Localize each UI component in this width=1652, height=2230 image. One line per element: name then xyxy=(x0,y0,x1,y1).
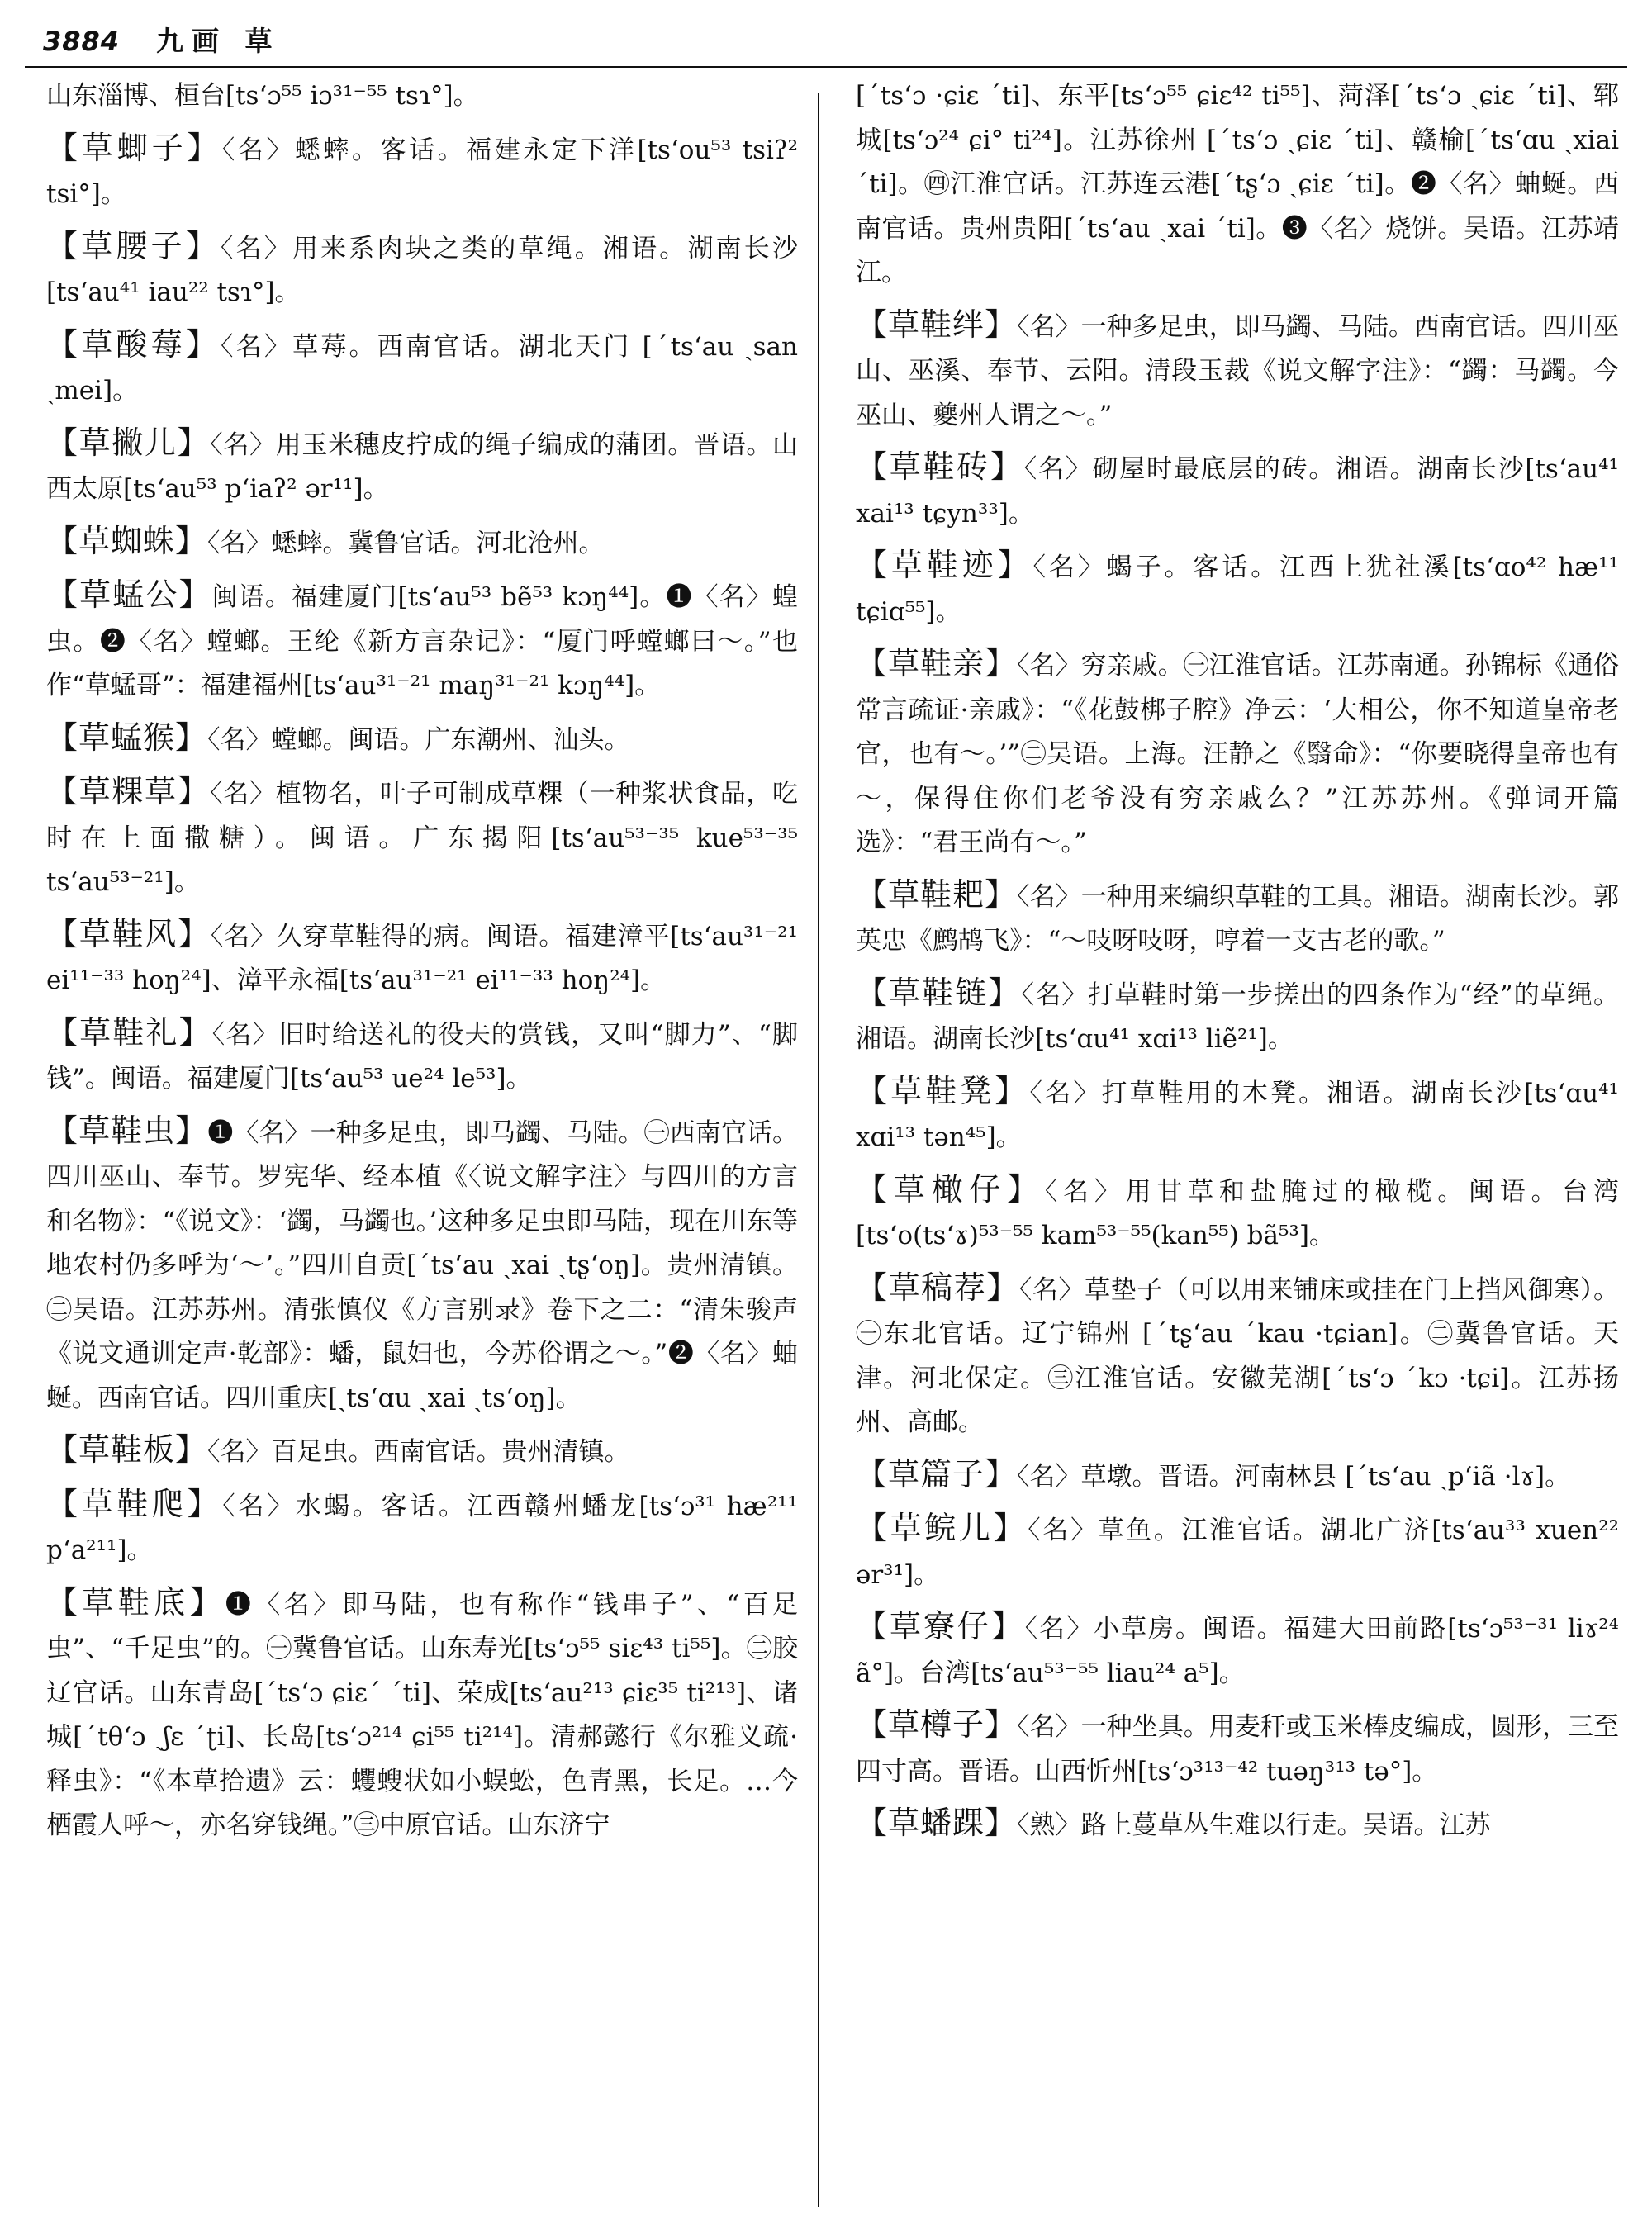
entry-headword: 【草蜘蛛】 xyxy=(46,522,208,559)
dictionary-entry xyxy=(856,1168,1619,1259)
dictionary-entry xyxy=(46,520,798,567)
entry-headword: 【草鞋爬】 xyxy=(46,1485,223,1522)
dictionary-entry xyxy=(856,1801,1619,1848)
entry-definition: 〈名〉用玉米穗皮拧成的绳子编成的蒲团。晋语。山西太原[ts‘au⁵³ p‘iaʔ² ər¹¹]。 xyxy=(46,429,798,504)
entry-headword: 【草鞋迹】 xyxy=(856,547,1033,583)
entry-headword: 【草鞋绊】 xyxy=(856,306,1018,343)
dictionary-entry xyxy=(46,1428,798,1475)
entry-headword: 【草樽子】 xyxy=(856,1706,1018,1743)
entry-definition: 闽语。福建厦门[ts‘au⁵³ bẽ⁵³ kɔŋ⁴⁴]。❶〈名〉蝗虫。❷〈名〉螳螂。王纶《新方言杂记》：“厦门呼螳螂曰～。”也作“草蜢哥”：福建福州[ts‘au³¹⁻²¹ maŋ³¹⁻²¹ kɔŋ⁴⁴]。 xyxy=(46,582,798,700)
dictionary-entry xyxy=(46,225,798,316)
dictionary-entry xyxy=(856,1070,1619,1160)
dictionary-entry xyxy=(46,1581,798,1848)
dictionary-entry xyxy=(46,1109,798,1421)
entry-definition: 〈名〉螳螂。闽语。广东潮州、汕头。 xyxy=(207,724,630,755)
dictionary-entry xyxy=(856,1266,1619,1445)
entry-definition: 〈名〉一种用来编织草鞋的工具。湘语。湖南长沙。郭英忠《鹧鸪飞》：“～吱呀吱呀，哼着一支古老的歌。” xyxy=(856,881,1619,956)
entry-headword: 【草粿草】 xyxy=(46,773,211,809)
page-number: 3884 xyxy=(43,26,121,57)
right-column xyxy=(856,74,1619,2222)
entry-headword: 【草鲩儿】 xyxy=(856,1510,1028,1546)
entry-headword: 【草蟠踝】 xyxy=(856,1805,1018,1841)
entry-definition: 〈名〉穷亲戚。㊀江淮官话。江苏南通。孙锦标《通俗常言疏证·亲戚》：“《花鼓梆子腔》净云：‘大相公，你不知道皇帝老官，也有～。’”㊁吴语。上海。汪静之《翳命》：“你要晓得皇帝也有～，保得住你们老爷没有穷亲戚么？”江苏苏州。《弹词开篇选》：“君王尚有～。” xyxy=(856,651,1619,857)
dictionary-entry xyxy=(856,1605,1619,1696)
entry-definition: 〈名〉蝎子。客话。江西上犹社溪[ts‘ɑo⁴² hæ¹¹ tɕiɑ⁵⁵]。 xyxy=(856,553,1619,627)
entry-definition: 〈名〉小草房。闽语。福建大田前路[ts‘ɔ⁵³⁻³¹ liɤ²⁴ ã°]。台湾[ts‘au⁵³⁻⁵⁵ liau²⁴ a⁵]。 xyxy=(856,1614,1619,1688)
entry-headword: 【草鞋风】 xyxy=(46,915,211,952)
dictionary-entry xyxy=(856,303,1619,439)
entry-definition: 〈名〉水蝎。客话。江西赣州蟠龙[ts‘ɔ³¹ hæ²¹¹ p‘a²¹¹]。 xyxy=(46,1491,798,1565)
entry-headword: 【草鞋链】 xyxy=(856,974,1022,1011)
dictionary-entry xyxy=(46,1011,798,1102)
dictionary-entry xyxy=(856,971,1619,1062)
entry-definition: 〈名〉草垫子（可以用来铺床或挂在门上挡风御寒）。㊀东北官话。辽宁锦州 [ˊtʂ‘au ˊkau ·tɕian]。㊁冀鲁官话。天津。河北保定。㊂江淮官话。安徽芜湖[ˊts‘ɔ ˊkɔ ·tɕi]。江苏扬州、高邮。 xyxy=(856,1274,1619,1437)
entry-headword: 【草酸莓】 xyxy=(46,325,221,363)
dictionary-entry xyxy=(856,1506,1619,1597)
entry-headword: 【草橄仔】 xyxy=(856,1170,1045,1208)
left-column xyxy=(46,74,798,2222)
entry-definition: 〈名〉草鱼。江淮官话。湖北广济[ts‘au³³ xuen²² ər³¹]。 xyxy=(856,1516,1619,1590)
entry-definition: 〈名〉打草鞋用的木凳。湘语。湖南长沙[ts‘ɑu⁴¹ xɑi¹³ tən⁴⁵]。 xyxy=(856,1078,1619,1152)
page-header xyxy=(43,20,1629,63)
entry-headword: 【草蜢猴】 xyxy=(46,719,208,756)
section-title: 九画 草 xyxy=(156,25,281,57)
dictionary-entry xyxy=(46,323,798,414)
column-divider xyxy=(818,93,819,2207)
dictionary-entry xyxy=(856,642,1619,866)
entry-definition: 〈名〉草莓。西南官话。湖北天门 [ˊts‘au ˏsan ˏmei]。 xyxy=(46,331,798,406)
entry-headword: 【草鞋亲】 xyxy=(856,645,1018,681)
entry-headword: 【草寮仔】 xyxy=(856,1608,1025,1644)
entry-definition: 〈名〉一种坐具。用麦秆或玉米棒皮编成，圆形，三至四寸高。晋语。山西忻州[ts‘ɔ³¹³⁻⁴² tuəŋ³¹³ tə°]。 xyxy=(856,1712,1619,1786)
entry-headword: 【草鞋凳】 xyxy=(856,1072,1030,1109)
entry-headword: 【草腰子】 xyxy=(46,227,221,264)
dictionary-entry xyxy=(46,1483,798,1573)
header-rule xyxy=(25,66,1627,68)
entry-headword: 【草撇儿】 xyxy=(46,424,211,461)
dictionary-entry xyxy=(856,873,1619,964)
dictionary-entry xyxy=(856,1453,1619,1500)
entry-definition: ❶〈名〉一种多足虫，即马蠲、马陆。㊀西南官话。四川巫山、奉节。罗宪华、经本植《〈说文解字注〉与四川的方言和名物》：“《说文》：‘蠲，马蠲也。’这种多足虫即马陆，现在川东等地农村仍多呼为‘～’。”四川自贡[ˊts‘au ˏxai ˏtʂ‘oŋ]。贵州清镇。㊁吴语。江苏苏州。清张慎仪《方言别录》卷下之二：“清朱骏声《说文通训定声·乾部》：蟠，鼠妇也，今苏俗谓之～。”❷〈名〉蚰蜒。西南官话。四川重庆[ˏts‘ɑu ˏxai ˏts‘oŋ]。 xyxy=(46,1117,798,1413)
entry-definition: 〈名〉蟋蟀。冀鲁官话。河北沧州。 xyxy=(207,528,605,558)
dictionary-entry xyxy=(856,1703,1619,1794)
entry-headword: 【草蝍子】 xyxy=(46,129,222,166)
entry-headword: 【草鞋礼】 xyxy=(46,1013,212,1051)
entry-definition: 〈名〉一种多足虫，即马蠲、马陆。西南官话。四川巫山、巫溪、奉节、云阳。清段玉裁《说文解字注》：“蠲：马蠲。今巫山、夔州人谓之～。” xyxy=(856,311,1619,430)
entry-definition: 〈熟〉路上蔓草丛生难以行走。吴语。江苏 xyxy=(1017,1810,1491,1840)
entry-definition: 〈名〉打草鞋时第一步搓出的四条作为“经”的草绳。湘语。湖南长沙[ts‘ɑu⁴¹ xɑi¹³ liẽ²¹]。 xyxy=(856,980,1619,1054)
entry-headword: 【草鞋虫】 xyxy=(46,1112,208,1149)
entry-definition: 〈名〉用来系肉块之类的草绳。湘语。湖南长沙[ts‘au⁴¹ iau²² tsɿ°]。 xyxy=(46,233,798,307)
entry-definition: 〈名〉百足虫。西南官话。贵州清镇。 xyxy=(207,1437,630,1467)
dictionary-entry xyxy=(46,126,798,217)
entry-headword: 【草稿荐】 xyxy=(856,1269,1019,1306)
dictionary-entry xyxy=(46,573,798,709)
entry-definition: 〈名〉草墩。晋语。河南林县 [ˊts‘au ˏp‘iã ·lɤ]。 xyxy=(1017,1461,1571,1492)
dictionary-entry xyxy=(46,421,798,512)
entry-definition: 〈名〉用甘草和盐腌过的橄榄。闽语。台湾[ts‘o(ts‘ɤ)⁵³⁻⁵⁵ kam⁵³⁻⁵⁵(kan⁵⁵) bã⁵³]。 xyxy=(856,1176,1619,1250)
entry-definition: ❶〈名〉即马陆，也有称作“钱串子”、“百足虫”、“千足虫”的。㊀冀鲁官话。山东寿光[ts‘ɔ⁵⁵ siɛ⁴³ ti⁵⁵]。㊁胶辽官话。山东青岛[ˊts‘ɔ ɕiɛˊ ˊti]、荣成[ts‘au²¹³ ɕiɛ³⁵ ti²¹³]、诸城[ˊtθ‘ɔ ˏʃɛ ˊʈi]、长岛[ts‘ɔ²¹⁴ ɕi⁵⁵ ti²¹⁴]。清郝懿行《尔雅义疏·释虫》：“《本草拾遗》云：蠼螋状如小蜈蚣，色青黑，长足。…今栖霞人呼～，亦名穿钱绳。”㊂中原官话。山东济宁 xyxy=(46,1589,798,1840)
dictionary-entry xyxy=(856,543,1619,634)
entry-definition: 〈名〉植物名，叶子可制成草粿（一种浆状食品，吃时在上面撒糖）。闽语。广东揭阳[ts‘au⁵³⁻³⁵ kue⁵³⁻³⁵ ts‘au⁵³⁻²¹]。 xyxy=(46,779,798,897)
dictionary-entry xyxy=(46,716,798,763)
entry-headword: 【草鞋砖】 xyxy=(856,448,1024,485)
continuation-text: [ˊts‘ɔ ·ɕiɛ ˊti]、东平[ts‘ɔ⁵⁵ ɕiɛ⁴² ti⁵⁵]、菏泽[ˊts‘ɔ ˏɕiɛ ˊti]、郓城[ts‘ɔ²⁴ ɕi° ti²⁴]。江苏徐州 [ˊts‘ɔ ˏɕiɛ ˊti]、赣榆[ˊts‘ɑu ˏxiai ˊti]。㊃江淮官话。江苏连云港[ˊtʂ‘ɔ ˏɕiɛ ˊti]。❷〈名〉蚰蜒。西南官话。贵州贵阳[ˊts‘au ˏxai ˊti]。❸〈名〉烧饼。吴语。江苏靖江。 xyxy=(856,81,1619,287)
entry-definition: 〈名〉久穿草鞋得的病。闽语。福建漳平[ts‘au³¹⁻²¹ ei¹¹⁻³³ hoŋ²⁴]、漳平永福[ts‘au³¹⁻²¹ ei¹¹⁻³³ hoŋ²⁴]。 xyxy=(46,921,798,995)
entry-headword: 【草鞋板】 xyxy=(46,1431,208,1468)
entry-definition: 〈名〉旧时给送礼的役夫的赏钱，又叫“脚力”、“脚钱”。闽语。福建厦门[ts‘au⁵³ ue²⁴ le⁵³]。 xyxy=(46,1019,798,1094)
entry-headword: 【草蜢公】 xyxy=(46,576,212,613)
entry-definition: 〈名〉砌屋时最底层的砖。湘语。湖南长沙[ts‘au⁴¹ xai¹³ tɕyn³³]。 xyxy=(856,454,1619,529)
entry-definition: 〈名〉蟋蟀。客话。福建永定下洋[ts‘ou⁵³ tsiʔ² tsi°]。 xyxy=(46,135,798,209)
entry-headword: 【草篇子】 xyxy=(856,1455,1018,1492)
entry-headword: 【草鞋耙】 xyxy=(856,875,1018,913)
dictionary-entry xyxy=(46,913,798,1004)
continuation-text: 山东淄博、桓台[ts‘ɔ⁵⁵ iɔ³¹⁻⁵⁵ tsɿ°]。 xyxy=(46,81,479,111)
dictionary-entry xyxy=(46,770,798,905)
entry-headword: 【草鞋底】 xyxy=(46,1583,225,1620)
dictionary-entry xyxy=(856,445,1619,536)
